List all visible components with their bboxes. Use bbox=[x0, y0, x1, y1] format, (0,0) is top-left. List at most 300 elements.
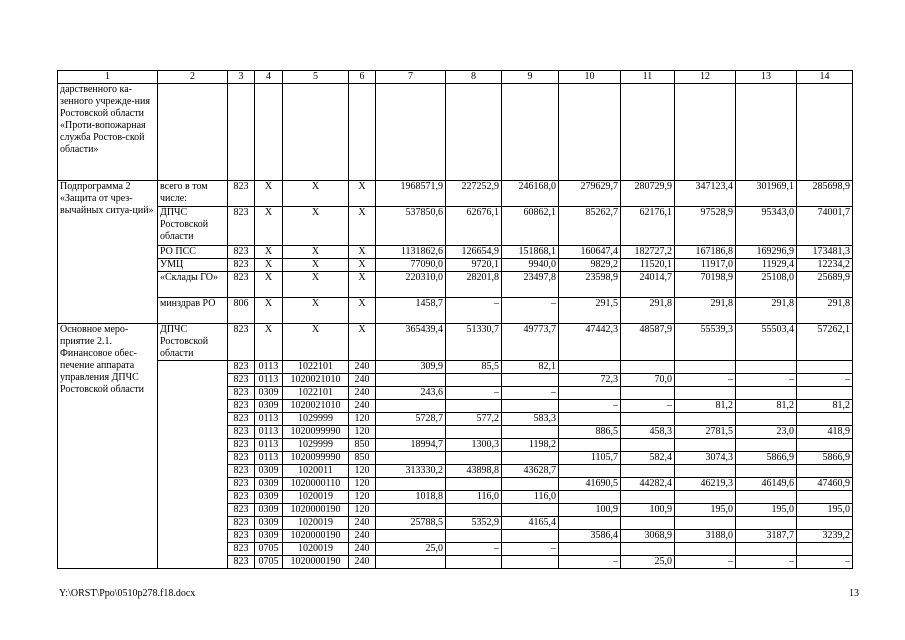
value-cell bbox=[559, 84, 621, 181]
executor-cell bbox=[158, 361, 228, 569]
value-cell: 291,8 bbox=[736, 298, 797, 324]
value-cell: Х bbox=[349, 272, 376, 298]
value-cell bbox=[675, 84, 736, 181]
value-cell: – bbox=[446, 543, 502, 556]
value-cell: 3586,4 bbox=[559, 530, 621, 543]
value-cell: 1020011 bbox=[283, 465, 349, 478]
value-cell: Х bbox=[283, 181, 349, 207]
value-cell bbox=[621, 517, 675, 530]
value-cell: – bbox=[675, 556, 736, 569]
executor-cell: РО ПСС bbox=[158, 246, 228, 259]
value-cell: 309,9 bbox=[376, 361, 446, 374]
value-cell: Х bbox=[255, 298, 283, 324]
value-cell: 195,0 bbox=[797, 504, 853, 517]
value-cell: 458,3 bbox=[621, 426, 675, 439]
value-cell: 47460,9 bbox=[797, 478, 853, 491]
value-cell: 240 bbox=[349, 556, 376, 569]
value-cell: 3187,7 bbox=[736, 530, 797, 543]
value-cell bbox=[736, 543, 797, 556]
value-cell: 25108,0 bbox=[736, 272, 797, 298]
value-cell: – bbox=[502, 298, 559, 324]
value-cell bbox=[559, 387, 621, 400]
footer-file-path: Y:\ORST\Ppo\0510p278.f18.docx bbox=[59, 588, 196, 599]
value-cell: 47442,3 bbox=[559, 324, 621, 361]
value-cell: 1300,3 bbox=[446, 439, 502, 452]
value-cell: 60862,1 bbox=[502, 207, 559, 246]
value-cell: Х bbox=[283, 272, 349, 298]
executor-cell: минздрав РО bbox=[158, 298, 228, 324]
value-cell: 0309 bbox=[255, 465, 283, 478]
program-name-cell: дарственного ка-зенного учрежде-ния Ростовской области «Проти-вопожарная служба Ростов-ской области» bbox=[58, 84, 158, 181]
value-cell: 25,0 bbox=[621, 556, 675, 569]
executor-cell: «Склады ГО» bbox=[158, 272, 228, 298]
value-cell: 240 bbox=[349, 517, 376, 530]
value-cell bbox=[376, 452, 446, 465]
value-cell: 3074,3 bbox=[675, 452, 736, 465]
value-cell bbox=[559, 517, 621, 530]
value-cell: 0309 bbox=[255, 387, 283, 400]
value-cell: 1020000190 bbox=[283, 504, 349, 517]
value-cell: 70,0 bbox=[621, 374, 675, 387]
header-cell: 6 bbox=[349, 71, 376, 84]
value-cell: 116,0 bbox=[502, 491, 559, 504]
value-cell: 151868,1 bbox=[502, 246, 559, 259]
header-cell: 12 bbox=[675, 71, 736, 84]
value-cell: 23,0 bbox=[736, 426, 797, 439]
value-cell: 823 bbox=[228, 426, 255, 439]
header-cell: 4 bbox=[255, 71, 283, 84]
value-cell bbox=[559, 491, 621, 504]
value-cell: 0113 bbox=[255, 452, 283, 465]
value-cell: 195,0 bbox=[736, 504, 797, 517]
value-cell: – bbox=[559, 556, 621, 569]
value-cell bbox=[502, 400, 559, 413]
value-cell: – bbox=[621, 400, 675, 413]
value-cell: 12234,2 bbox=[797, 259, 853, 272]
value-cell: 74001,7 bbox=[797, 207, 853, 246]
value-cell bbox=[675, 413, 736, 426]
table-row bbox=[58, 84, 853, 181]
value-cell: Х bbox=[255, 259, 283, 272]
value-cell: 0705 bbox=[255, 556, 283, 569]
value-cell bbox=[675, 361, 736, 374]
value-cell: 220310,0 bbox=[376, 272, 446, 298]
value-cell: 100,9 bbox=[559, 504, 621, 517]
value-cell: 120 bbox=[349, 491, 376, 504]
value-cell: Х bbox=[255, 246, 283, 259]
value-cell: 823 bbox=[228, 361, 255, 374]
value-cell: 1020099990 bbox=[283, 452, 349, 465]
value-cell: 126654,9 bbox=[446, 246, 502, 259]
value-cell bbox=[446, 452, 502, 465]
value-cell: 1022101 bbox=[283, 387, 349, 400]
value-cell: 823 bbox=[228, 543, 255, 556]
value-cell bbox=[621, 361, 675, 374]
value-cell bbox=[736, 413, 797, 426]
value-cell: 46149,6 bbox=[736, 478, 797, 491]
value-cell: 81,2 bbox=[736, 400, 797, 413]
value-cell bbox=[621, 465, 675, 478]
value-cell bbox=[376, 530, 446, 543]
value-cell bbox=[376, 84, 446, 181]
value-cell: 1020000190 bbox=[283, 556, 349, 569]
value-cell bbox=[621, 413, 675, 426]
value-cell bbox=[376, 426, 446, 439]
value-cell bbox=[502, 556, 559, 569]
value-cell: Х bbox=[283, 324, 349, 361]
value-cell: 313330,2 bbox=[376, 465, 446, 478]
value-cell: 0309 bbox=[255, 400, 283, 413]
value-cell: 72,3 bbox=[559, 374, 621, 387]
value-cell: 11917,0 bbox=[675, 259, 736, 272]
value-cell: 0113 bbox=[255, 439, 283, 452]
value-cell: 23497,8 bbox=[502, 272, 559, 298]
value-cell bbox=[446, 504, 502, 517]
value-cell: 62676,1 bbox=[446, 207, 502, 246]
value-cell: 823 bbox=[228, 259, 255, 272]
value-cell bbox=[283, 84, 349, 181]
value-cell: 582,4 bbox=[621, 452, 675, 465]
value-cell: 418,9 bbox=[797, 426, 853, 439]
value-cell: 279629,7 bbox=[559, 181, 621, 207]
value-cell: 82,1 bbox=[502, 361, 559, 374]
value-cell bbox=[675, 439, 736, 452]
value-cell: 823 bbox=[228, 491, 255, 504]
budget-table bbox=[57, 70, 853, 569]
value-cell: 120 bbox=[349, 465, 376, 478]
value-cell: 280729,9 bbox=[621, 181, 675, 207]
value-cell bbox=[736, 439, 797, 452]
value-cell: 55539,3 bbox=[675, 324, 736, 361]
value-cell: 120 bbox=[349, 413, 376, 426]
value-cell bbox=[736, 491, 797, 504]
value-cell bbox=[446, 400, 502, 413]
value-cell bbox=[675, 543, 736, 556]
value-cell: – bbox=[559, 400, 621, 413]
value-cell: 3239,2 bbox=[797, 530, 853, 543]
value-cell: 25689,9 bbox=[797, 272, 853, 298]
value-cell: 41690,5 bbox=[559, 478, 621, 491]
value-cell: 240 bbox=[349, 530, 376, 543]
value-cell: 823 bbox=[228, 452, 255, 465]
value-cell: 240 bbox=[349, 543, 376, 556]
value-cell: 537850,6 bbox=[376, 207, 446, 246]
value-cell: 1020000190 bbox=[283, 530, 349, 543]
value-cell bbox=[559, 439, 621, 452]
value-cell: – bbox=[502, 387, 559, 400]
value-cell bbox=[797, 465, 853, 478]
value-cell: 116,0 bbox=[446, 491, 502, 504]
program-name-cell: Подпрограмма 2 «Защита от чрез-вычайных ситуа-ций» bbox=[58, 181, 158, 324]
value-cell bbox=[559, 543, 621, 556]
table-row bbox=[58, 298, 853, 324]
value-cell: 1198,2 bbox=[502, 439, 559, 452]
value-cell: 1029999 bbox=[283, 439, 349, 452]
header-cell: 5 bbox=[283, 71, 349, 84]
value-cell: 577,2 bbox=[446, 413, 502, 426]
table-row bbox=[58, 246, 853, 259]
executor-cell: ДПЧС Ростовской области bbox=[158, 207, 228, 246]
program-name-cell: Основное меро-приятие 2.1. Финансовое обес-печение аппарата управления ДПЧС Ростовской области bbox=[58, 324, 158, 569]
value-cell: 2781,5 bbox=[675, 426, 736, 439]
value-cell: 0113 bbox=[255, 361, 283, 374]
value-cell: 169296,9 bbox=[736, 246, 797, 259]
value-cell: 57262,1 bbox=[797, 324, 853, 361]
value-cell: Х bbox=[283, 259, 349, 272]
table-row bbox=[58, 272, 853, 298]
value-cell bbox=[797, 413, 853, 426]
value-cell: 9829,2 bbox=[559, 259, 621, 272]
value-cell: 1018,8 bbox=[376, 491, 446, 504]
value-cell: 365439,4 bbox=[376, 324, 446, 361]
value-cell: 823 bbox=[228, 374, 255, 387]
value-cell bbox=[621, 84, 675, 181]
value-cell: 160647,4 bbox=[559, 246, 621, 259]
value-cell: 823 bbox=[228, 324, 255, 361]
value-cell bbox=[349, 84, 376, 181]
value-cell: 44282,4 bbox=[621, 478, 675, 491]
value-cell: 100,9 bbox=[621, 504, 675, 517]
value-cell: 285698,9 bbox=[797, 181, 853, 207]
value-cell: 28201,8 bbox=[446, 272, 502, 298]
value-cell: 583,3 bbox=[502, 413, 559, 426]
value-cell: 1020000110 bbox=[283, 478, 349, 491]
value-cell: Х bbox=[255, 272, 283, 298]
value-cell: 823 bbox=[228, 530, 255, 543]
value-cell bbox=[502, 374, 559, 387]
value-cell: 823 bbox=[228, 439, 255, 452]
table-row bbox=[58, 181, 853, 207]
value-cell: 823 bbox=[228, 272, 255, 298]
value-cell: 25788,5 bbox=[376, 517, 446, 530]
value-cell bbox=[736, 84, 797, 181]
value-cell bbox=[446, 530, 502, 543]
table-row bbox=[58, 361, 853, 374]
value-cell bbox=[675, 387, 736, 400]
value-cell: 0113 bbox=[255, 374, 283, 387]
value-cell bbox=[502, 426, 559, 439]
table-row bbox=[58, 207, 853, 246]
value-cell: Х bbox=[349, 207, 376, 246]
value-cell: 823 bbox=[228, 556, 255, 569]
value-cell bbox=[797, 543, 853, 556]
value-cell: 291,8 bbox=[675, 298, 736, 324]
value-cell: 1020021010 bbox=[283, 400, 349, 413]
value-cell: 1131862,6 bbox=[376, 246, 446, 259]
value-cell bbox=[502, 478, 559, 491]
value-cell: 70198,9 bbox=[675, 272, 736, 298]
value-cell: 823 bbox=[228, 246, 255, 259]
value-cell: Х bbox=[349, 298, 376, 324]
value-cell: 823 bbox=[228, 181, 255, 207]
value-cell: 3188,0 bbox=[675, 530, 736, 543]
value-cell: 85,5 bbox=[446, 361, 502, 374]
value-cell: 0309 bbox=[255, 504, 283, 517]
value-cell: 1020019 bbox=[283, 491, 349, 504]
header-cell: 8 bbox=[446, 71, 502, 84]
value-cell: 120 bbox=[349, 478, 376, 491]
header-cell: 11 bbox=[621, 71, 675, 84]
value-cell: 49773,7 bbox=[502, 324, 559, 361]
value-cell bbox=[736, 361, 797, 374]
value-cell bbox=[559, 465, 621, 478]
value-cell: – bbox=[446, 387, 502, 400]
value-cell: 23598,9 bbox=[559, 272, 621, 298]
header-cell: 7 bbox=[376, 71, 446, 84]
value-cell: – bbox=[797, 374, 853, 387]
value-cell: 0309 bbox=[255, 530, 283, 543]
value-cell: 1458,7 bbox=[376, 298, 446, 324]
value-cell: 227252,9 bbox=[446, 181, 502, 207]
value-cell: 823 bbox=[228, 517, 255, 530]
value-cell: 0113 bbox=[255, 426, 283, 439]
value-cell: 24014,7 bbox=[621, 272, 675, 298]
value-cell bbox=[376, 400, 446, 413]
executor-cell: УМЦ bbox=[158, 259, 228, 272]
value-cell bbox=[255, 84, 283, 181]
header-cell: 3 bbox=[228, 71, 255, 84]
value-cell bbox=[736, 517, 797, 530]
value-cell: 9720,1 bbox=[446, 259, 502, 272]
value-cell bbox=[797, 387, 853, 400]
value-cell bbox=[621, 439, 675, 452]
value-cell bbox=[376, 478, 446, 491]
value-cell: 120 bbox=[349, 426, 376, 439]
value-cell: 55503,4 bbox=[736, 324, 797, 361]
value-cell: 167186,8 bbox=[675, 246, 736, 259]
value-cell: 85262,7 bbox=[559, 207, 621, 246]
value-cell: Х bbox=[283, 246, 349, 259]
value-cell: 0309 bbox=[255, 478, 283, 491]
value-cell: 240 bbox=[349, 374, 376, 387]
value-cell: 51330,7 bbox=[446, 324, 502, 361]
value-cell: 182727,2 bbox=[621, 246, 675, 259]
value-cell: 11520,1 bbox=[621, 259, 675, 272]
value-cell: 62176,1 bbox=[621, 207, 675, 246]
value-cell: Х bbox=[349, 181, 376, 207]
value-cell: 18994,7 bbox=[376, 439, 446, 452]
value-cell: 3068,9 bbox=[621, 530, 675, 543]
value-cell: 0309 bbox=[255, 491, 283, 504]
value-cell bbox=[502, 452, 559, 465]
value-cell: Х bbox=[255, 324, 283, 361]
value-cell: 195,0 bbox=[675, 504, 736, 517]
value-cell: 5352,9 bbox=[446, 517, 502, 530]
value-cell bbox=[675, 491, 736, 504]
value-cell: 886,5 bbox=[559, 426, 621, 439]
value-cell: Х bbox=[349, 324, 376, 361]
value-cell bbox=[621, 387, 675, 400]
value-cell: 240 bbox=[349, 361, 376, 374]
executor-cell: всего в том числе: bbox=[158, 181, 228, 207]
value-cell: 95343,0 bbox=[736, 207, 797, 246]
value-cell: 823 bbox=[228, 400, 255, 413]
value-cell: Х bbox=[283, 298, 349, 324]
value-cell bbox=[797, 517, 853, 530]
page-number: 13 bbox=[849, 588, 859, 599]
table-body bbox=[58, 71, 853, 569]
value-cell: 4165,4 bbox=[502, 517, 559, 530]
value-cell: 291,5 bbox=[559, 298, 621, 324]
value-cell: 25,0 bbox=[376, 543, 446, 556]
value-cell: 120 bbox=[349, 504, 376, 517]
value-cell: 823 bbox=[228, 504, 255, 517]
table-header-row bbox=[58, 71, 853, 84]
header-cell: 10 bbox=[559, 71, 621, 84]
header-cell: 14 bbox=[797, 71, 853, 84]
value-cell: 240 bbox=[349, 387, 376, 400]
table-row bbox=[58, 324, 853, 361]
value-cell: – bbox=[797, 556, 853, 569]
value-cell: 823 bbox=[228, 478, 255, 491]
value-cell bbox=[446, 374, 502, 387]
table-row bbox=[58, 259, 853, 272]
value-cell: – bbox=[736, 556, 797, 569]
value-cell bbox=[736, 387, 797, 400]
value-cell bbox=[376, 556, 446, 569]
value-cell: 11929,4 bbox=[736, 259, 797, 272]
value-cell bbox=[621, 491, 675, 504]
value-cell bbox=[621, 543, 675, 556]
value-cell bbox=[559, 361, 621, 374]
value-cell: 1020019 bbox=[283, 543, 349, 556]
value-cell bbox=[675, 465, 736, 478]
value-cell bbox=[446, 426, 502, 439]
value-cell: 850 bbox=[349, 439, 376, 452]
value-cell: Х bbox=[283, 207, 349, 246]
value-cell: 0705 bbox=[255, 543, 283, 556]
value-cell: 46219,3 bbox=[675, 478, 736, 491]
value-cell: – bbox=[502, 543, 559, 556]
value-cell bbox=[736, 465, 797, 478]
value-cell: 1020099990 bbox=[283, 426, 349, 439]
value-cell: 43628,7 bbox=[502, 465, 559, 478]
value-cell: 1968571,9 bbox=[376, 181, 446, 207]
value-cell bbox=[675, 517, 736, 530]
value-cell: 243,6 bbox=[376, 387, 446, 400]
value-cell bbox=[502, 504, 559, 517]
value-cell: Х bbox=[349, 246, 376, 259]
value-cell: 9940,0 bbox=[502, 259, 559, 272]
value-cell bbox=[376, 504, 446, 517]
value-cell: – bbox=[736, 374, 797, 387]
value-cell bbox=[446, 84, 502, 181]
header-cell: 2 bbox=[158, 71, 228, 84]
value-cell: 291,8 bbox=[621, 298, 675, 324]
value-cell: 301969,1 bbox=[736, 181, 797, 207]
value-cell: Х bbox=[349, 259, 376, 272]
value-cell bbox=[446, 556, 502, 569]
value-cell: 823 bbox=[228, 465, 255, 478]
value-cell: 1020019 bbox=[283, 517, 349, 530]
value-cell: 246168,0 bbox=[502, 181, 559, 207]
value-cell: 823 bbox=[228, 413, 255, 426]
value-cell: 81,2 bbox=[797, 400, 853, 413]
value-cell: 291,8 bbox=[797, 298, 853, 324]
value-cell: 1105,7 bbox=[559, 452, 621, 465]
value-cell bbox=[797, 491, 853, 504]
value-cell bbox=[502, 84, 559, 181]
value-cell bbox=[797, 361, 853, 374]
header-cell: 9 bbox=[502, 71, 559, 84]
value-cell: Х bbox=[255, 207, 283, 246]
value-cell: 97528,9 bbox=[675, 207, 736, 246]
value-cell: 823 bbox=[228, 207, 255, 246]
value-cell: 77090,0 bbox=[376, 259, 446, 272]
value-cell: 81,2 bbox=[675, 400, 736, 413]
value-cell: 823 bbox=[228, 387, 255, 400]
value-cell: 1029999 bbox=[283, 413, 349, 426]
